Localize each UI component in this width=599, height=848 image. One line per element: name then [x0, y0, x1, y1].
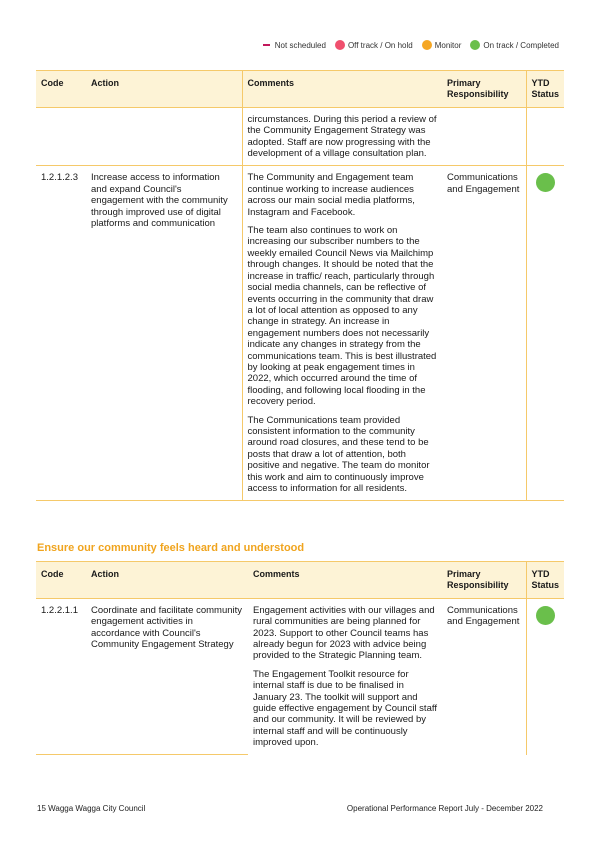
comment-paragraph: The Engagement Toolkit resource for internal staff is due to be finalised in January 23. The toolkit will support and guide effective engagement by Council staff and our community. It will be reviewed by internal staff and will be continuously improved upon. — [253, 668, 437, 749]
legend-label: Off track / On hold — [347, 40, 413, 50]
table-row — [36, 166, 564, 501]
dash-icon — [263, 44, 270, 46]
comment-paragraph: The Communications team provided consistent information to the community around road closures, and these tend to be posts that draw a lot of attention, both positive and negative. The team do monitor this work and aim to continuously improve access to information for all residents. — [247, 414, 430, 494]
header-action: Action — [86, 562, 248, 599]
action-description: Coordinate and facilitate community engagement activities in accordance with Council's Community Engagement Strategy — [86, 598, 248, 754]
header-responsibility: Primary Responsibility — [442, 71, 526, 108]
legend-label: Monitor — [434, 40, 462, 50]
section-heading: Ensure our community feels heard and understood — [37, 542, 305, 554]
comments-cell — [248, 598, 442, 754]
legend-off-track — [335, 40, 413, 50]
legend-label: Not scheduled — [274, 40, 326, 50]
action-description: Increase access to information and expand Council's engagement with the community through improved use of digital platforms and communication — [86, 166, 242, 501]
header-responsibility: Primary Responsibility — [442, 562, 526, 599]
comment-continuation: circumstances. During this period a review of the Community Engagement Strategy was adopted. Staff are now progressing with the development of a village consultation plan. — [242, 107, 442, 166]
ytd-status-cell — [526, 166, 564, 501]
header-code: Code — [36, 562, 86, 599]
header-ytd-status: YTD Status — [526, 562, 564, 599]
header-comments: Comments — [242, 71, 442, 108]
header-action: Action — [86, 71, 242, 108]
comment-paragraph: Engagement activities with our villages and rural communities are being planned for 2023. Support to other Council teams has already begun for 2023 with advice being provided to the Strategic Planning team. — [253, 604, 435, 662]
action-code: 1.2.1.2.3 — [36, 166, 86, 501]
action-code: 1.2.2.1.1 — [36, 598, 86, 754]
comments-cell — [242, 166, 442, 501]
table-row — [36, 598, 564, 754]
primary-responsibility: Communications and Engagement — [442, 166, 526, 501]
table-header-row — [36, 71, 564, 108]
page-footer — [37, 804, 543, 813]
actions-table-1 — [36, 70, 564, 501]
orange-dot-icon — [422, 40, 432, 50]
comment-paragraph: The Community and Engagement team continue working to increase audiences across our main social media platforms, Instagram and Facebook. — [247, 172, 415, 218]
table-header-row — [36, 562, 564, 599]
red-dot-icon — [335, 40, 345, 50]
legend-not-scheduled — [263, 41, 326, 50]
primary-responsibility: Communications and Engagement — [447, 604, 520, 628]
ytd-status-cell — [526, 598, 564, 754]
status-legend — [254, 40, 559, 50]
footer-report-title: Operational Performance Report July - December 2022 — [346, 804, 543, 813]
status-on-track-icon — [536, 173, 555, 192]
footer-page-org: 15 Wagga Wagga City Council — [37, 804, 146, 813]
table-row-continuation — [36, 107, 564, 166]
actions-table-2 — [36, 561, 564, 755]
green-dot-icon — [470, 40, 480, 50]
legend-on-track — [470, 40, 559, 50]
legend-monitor — [422, 40, 462, 50]
header-code: Code — [36, 71, 86, 108]
header-comments: Comments — [248, 562, 442, 599]
header-ytd-status: YTD Status — [526, 71, 564, 108]
legend-label: On track / Completed — [483, 40, 559, 50]
status-on-track-icon — [536, 606, 555, 625]
comment-paragraph: The team also continues to work on increasing our subscriber numbers to the weekly emailed Council News via Mailchimp through changes. It should be noted that the increase in traffic/ reach, particularly through social media channels, can be reflective of events occurring in the community that draw a lot of local attention as opposed to any change in strategy. An increase in engagement numbers does not necessarily indicate any changes in strategy from the communications team. This is best illustrated by looking at peak engagement times in 2022, which occurred around the time of flooding, and following local flooding in the recovery period. — [247, 225, 437, 408]
